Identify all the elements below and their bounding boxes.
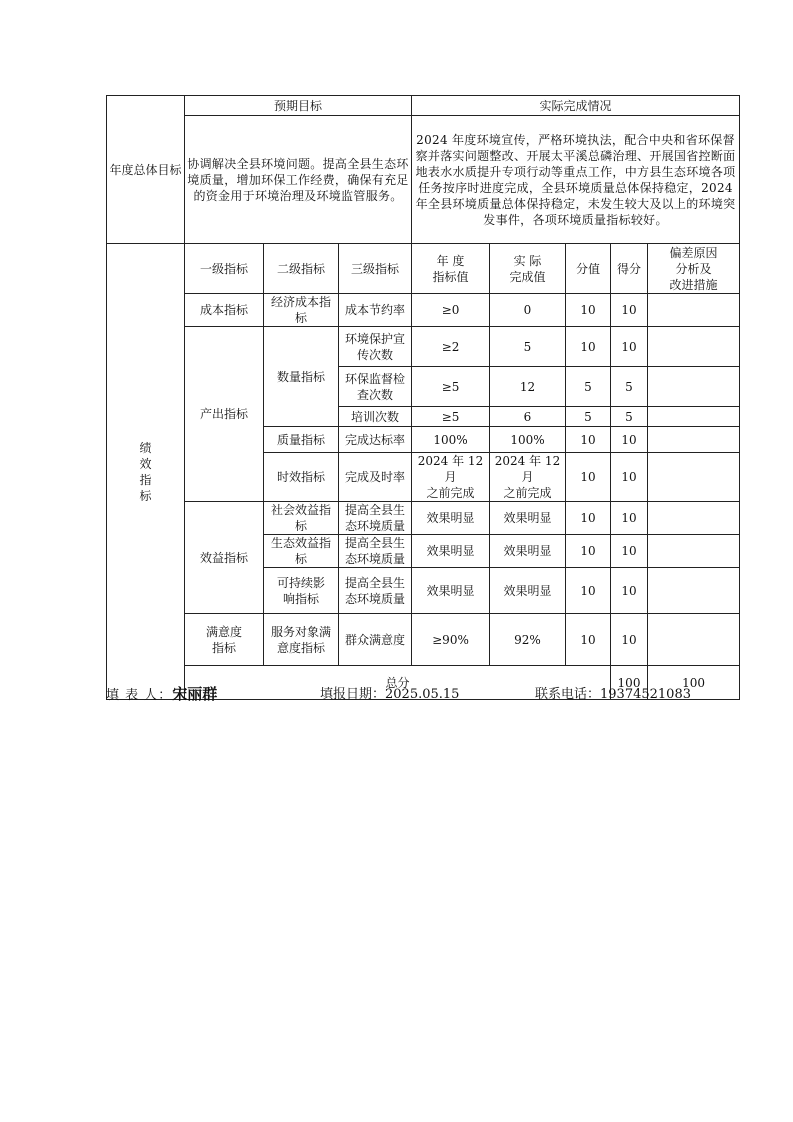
total-label: 总分 [185, 666, 611, 700]
phone-field [535, 683, 691, 702]
group-satisfaction: 满意度 指标 [185, 614, 264, 666]
target-cell: 100% [412, 427, 490, 453]
level3-cell: 提高全县生 态环境质量 [339, 535, 412, 568]
expected-goal-text: 协调解决全县环境问题。提高全县生态环境质量，增加环保工作经费，确保有充足的资金用于环境治理及环境监管服务。 [185, 116, 412, 244]
weight-cell: 5 [566, 367, 611, 407]
actual-cell: 效果明显 [490, 535, 566, 568]
actual-cell: 2024 年 12 月 之前完成 [490, 453, 566, 502]
subgroup-economic-cost: 经济成本指标 [264, 294, 339, 327]
deviation-cell [648, 427, 740, 453]
deviation-cell [648, 407, 740, 427]
expected-goal-header: 预期目标 [185, 96, 412, 116]
deviation-cell [648, 535, 740, 568]
header-score: 得分 [611, 244, 648, 294]
target-cell: ≥2 [412, 327, 490, 367]
performance-side-label [107, 244, 185, 700]
actual-status-text: 2024 年度环境宣传，严格环境执法，配合中央和省环保督察并落实问题整改、开展太平溪总磷治理、开展国省控断面地表水水质提升专项行动等重点工作，中方县生态环境各项任务按序时进度完成，全县环境质量总体保持稳定，2024 年全县环境质量总体保持稳定，未发生较大及以上的环境突发事件，各项环境质量指标较好。 [412, 116, 740, 244]
weight-cell: 10 [566, 327, 611, 367]
subgroup-sustainable: 可持续影 响指标 [264, 568, 339, 614]
score-cell: 10 [611, 327, 648, 367]
date-value: 2025.05.15 [385, 687, 460, 702]
header-level3: 三级指标 [339, 244, 412, 294]
header-level2: 二级指标 [264, 244, 339, 294]
header-level1: 一级指标 [185, 244, 264, 294]
target-cell: 效果明显 [412, 535, 490, 568]
score-cell: 10 [611, 535, 648, 568]
deviation-cell [648, 327, 740, 367]
target-cell: 效果明显 [412, 568, 490, 614]
score-cell: 10 [611, 294, 648, 327]
score-cell: 5 [611, 367, 648, 407]
deviation-cell [648, 453, 740, 502]
weight-cell: 10 [566, 294, 611, 327]
total-weight: 100 [611, 666, 648, 700]
actual-cell: 5 [490, 327, 566, 367]
filler-label: 填 表 人： [106, 688, 173, 703]
subgroup-timeliness: 时效指标 [264, 453, 339, 502]
deviation-cell [648, 294, 740, 327]
weight-cell: 5 [566, 407, 611, 427]
level3-cell: 成本节约率 [339, 294, 412, 327]
weight-cell: 10 [566, 614, 611, 666]
subgroup-social: 社会效益指标 [264, 502, 339, 535]
deviation-cell [648, 367, 740, 407]
actual-cell: 0 [490, 294, 566, 327]
target-cell: ≥0 [412, 294, 490, 327]
actual-cell: 92% [490, 614, 566, 666]
level3-cell: 环保监督检 查次数 [339, 367, 412, 407]
date-label: 填报日期： [320, 687, 386, 702]
group-benefit: 效益指标 [185, 502, 264, 614]
group-output: 产出指标 [185, 327, 264, 502]
table-row [107, 502, 740, 535]
filler-name: 宋丽群 [172, 685, 218, 703]
level3-cell: 完成达标率 [339, 427, 412, 453]
overall-goal-label: 年度总体目标 [107, 96, 185, 244]
header-actual-value: 实 际 完成值 [490, 244, 566, 294]
phone-label: 联系电话： [535, 687, 601, 702]
actual-status-header: 实际完成情况 [412, 96, 740, 116]
level3-cell: 完成及时率 [339, 453, 412, 502]
actual-cell: 6 [490, 407, 566, 427]
score-cell: 10 [611, 427, 648, 453]
deviation-cell [648, 502, 740, 535]
subgroup-quality: 质量指标 [264, 427, 339, 453]
score-cell: 10 [611, 453, 648, 502]
performance-side-text: 绩效指标 [139, 440, 152, 503]
weight-cell: 10 [566, 502, 611, 535]
target-cell: 效果明显 [412, 502, 490, 535]
deviation-cell [648, 568, 740, 614]
target-cell: ≥5 [412, 367, 490, 407]
header-deviation: 偏差原因 分析及 改进措施 [648, 244, 740, 294]
table-row [107, 294, 740, 327]
group-cost: 成本指标 [185, 294, 264, 327]
target-cell: ≥90% [412, 614, 490, 666]
subgroup-service-satisfaction: 服务对象满 意度指标 [264, 614, 339, 666]
table-row [107, 614, 740, 666]
actual-cell: 效果明显 [490, 568, 566, 614]
deviation-cell [648, 614, 740, 666]
level3-cell: 群众满意度 [339, 614, 412, 666]
subgroup-ecological: 生态效益指标 [264, 535, 339, 568]
total-score: 100 [648, 666, 740, 700]
target-cell: 2024 年 12 月 之前完成 [412, 453, 490, 502]
score-cell: 10 [611, 568, 648, 614]
weight-cell: 10 [566, 427, 611, 453]
filler-field [106, 683, 217, 704]
score-cell: 5 [611, 407, 648, 427]
date-field [320, 683, 459, 702]
actual-cell: 12 [490, 367, 566, 407]
level3-cell: 环境保护宣 传次数 [339, 327, 412, 367]
level3-cell: 提高全县生 态环境质量 [339, 502, 412, 535]
actual-cell: 100% [490, 427, 566, 453]
phone-value: 19374521083 [600, 687, 691, 702]
table-row [107, 327, 740, 367]
level3-cell: 提高全县生 态环境质量 [339, 568, 412, 614]
subgroup-quantity: 数量指标 [264, 327, 339, 427]
header-annual-target: 年 度 指标值 [412, 244, 490, 294]
weight-cell: 10 [566, 535, 611, 568]
score-cell: 10 [611, 502, 648, 535]
performance-table [106, 95, 740, 700]
target-cell: ≥5 [412, 407, 490, 427]
level3-cell: 培训次数 [339, 407, 412, 427]
actual-cell: 效果明显 [490, 502, 566, 535]
weight-cell: 10 [566, 568, 611, 614]
score-cell: 10 [611, 614, 648, 666]
weight-cell: 10 [566, 453, 611, 502]
header-score-weight: 分值 [566, 244, 611, 294]
